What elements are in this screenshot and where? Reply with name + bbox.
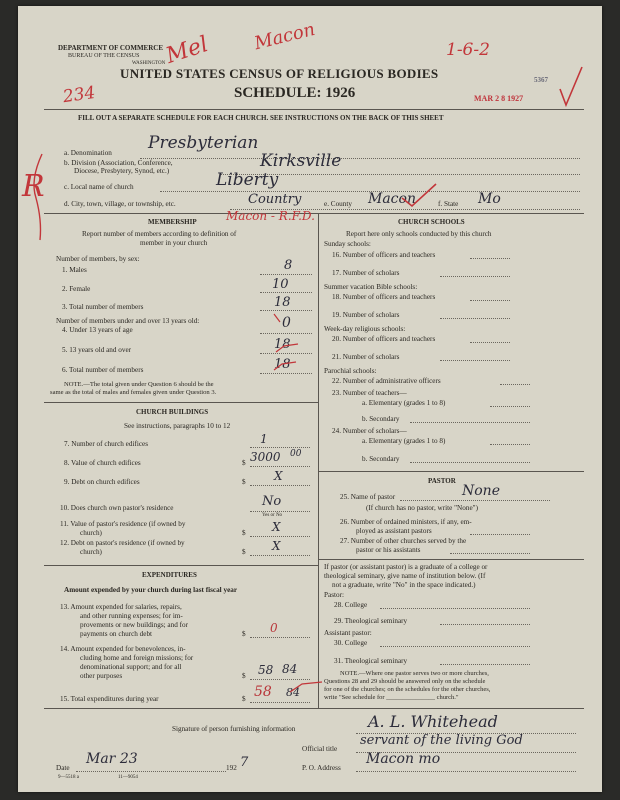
q6-value: 18 [274, 357, 291, 372]
city-value: Country [248, 192, 302, 207]
q9-dollar: $ [242, 478, 246, 486]
q24a-line [490, 444, 530, 445]
q17-label: 17. Number of scholars [332, 269, 400, 277]
q10-value: No [262, 494, 282, 509]
membership-note-2: same as the total of males and females given under Question 3. [50, 389, 217, 396]
q14-label-4: other purposes [80, 672, 123, 680]
date-value: Mar 23 [86, 751, 138, 767]
division-value: Kirksville [260, 151, 342, 171]
red-check-expenditure [286, 676, 326, 700]
q31-line [440, 664, 530, 665]
q8-dollar: $ [242, 459, 246, 467]
graduate-note: If pastor (or assistant pastor) is a graduate of a college or [324, 563, 488, 571]
q23a-label: a. Elementary (grades 1 to 8) [362, 399, 446, 407]
buildings-title: CHURCH BUILDINGS [136, 408, 209, 416]
date-line [76, 771, 226, 772]
q13-label-2: and other running expenses; for im- [80, 612, 183, 620]
q29-label: 29. Theological seminary [334, 617, 408, 625]
red-check-membership [268, 300, 308, 380]
q2-value: 10 [272, 277, 289, 292]
q24-label: 24. Number of scholars— [332, 427, 407, 435]
buildings-rule [44, 402, 318, 403]
q15-cents: 84 [286, 686, 300, 699]
po-value: Macon mo [366, 751, 441, 767]
q11-label: 11. Value of pastor's residence (if owned by [60, 520, 186, 528]
q27-line [450, 553, 530, 554]
pastor-note-3: for one of the churches; on the schedules for the other churches, [324, 686, 491, 693]
received-stamp: MAR 2 8 1927 [474, 94, 524, 103]
q11-line [250, 536, 310, 537]
membership-intro-2: member in your church [140, 239, 208, 247]
q12-label: 12. Debt on pastor's residence (if owned by [60, 539, 185, 547]
state-value: Mo [478, 191, 501, 207]
pastor-note-2: Questions 28 and 29 should be answered only on the schedule [324, 678, 486, 685]
q27-label: 27. Number of other churches served by the [340, 537, 467, 545]
denomination-label: a. Denomination [64, 149, 112, 157]
q25-line [400, 500, 550, 501]
q13-label-3: provements or new buildings; and for [80, 621, 188, 629]
assistant-label: Assistant pastor: [324, 629, 372, 637]
q7-line [250, 447, 310, 448]
q30-line [380, 646, 530, 647]
q10-hint: Yes or No [262, 513, 283, 518]
q9-line [250, 485, 310, 486]
graduate-note-3: not a graduate, write "No" in the space indicated.) [332, 581, 476, 589]
city-label: WASHINGTON [132, 61, 166, 66]
stamp-number: 5367 [534, 76, 548, 84]
q28-line [380, 608, 530, 609]
q9-value: X [274, 469, 283, 483]
graduate-note-2: theological seminary, give name of institution below. (If [324, 572, 486, 580]
q24b-line [410, 462, 530, 463]
q8-label: 8. Value of church edifices [64, 459, 141, 467]
denomination-line [140, 158, 580, 159]
q14-label: 14. Amount expended for benevolences, in- [60, 645, 186, 653]
signature-value: A. L. Whitehead [368, 712, 498, 731]
buildings-sub: See instructions, paragraphs 10 to 12 [124, 422, 231, 430]
denomination-value: Presbyterian [148, 133, 259, 153]
q2-label: 2. Female [62, 285, 91, 293]
q20-line [470, 342, 510, 343]
column-divider [318, 213, 319, 708]
q11-value: X [272, 520, 281, 534]
schools-intro: Report here only schools conducted by this church [346, 230, 492, 238]
po-label: P. O. Address [302, 764, 341, 772]
red-bracket-mark [22, 150, 52, 246]
q21-label: 21. Number of scholars [332, 353, 400, 361]
q26-label-2: ployed as assistant pastors [356, 527, 432, 535]
q16-label: 16. Number of officers and teachers [332, 251, 436, 259]
q22-label: 22. Number of administrative officers [332, 377, 441, 385]
q13-dollar: $ [242, 630, 246, 638]
q8-line [250, 466, 310, 467]
sunday-label: Sunday schools: [324, 240, 371, 248]
date-label: Date [56, 764, 70, 772]
q13-label-4: payments on church debt [80, 630, 153, 638]
official-title-value: servant of the living God [360, 733, 523, 748]
pastor-rule [318, 471, 584, 472]
q11-label-2: church) [80, 529, 102, 537]
q29-line [440, 624, 530, 625]
expenditures-rule [44, 565, 318, 566]
q28-label: 28. College [334, 601, 368, 609]
schedule-title: SCHEDULE: 1926 [234, 85, 356, 101]
q15-value: 58 [254, 684, 272, 700]
county-value: Macon [368, 191, 416, 207]
q5-value: 18 [274, 337, 291, 352]
division-label: b. Division (Association, Conference, [64, 159, 173, 167]
q1-value: 8 [284, 258, 293, 273]
form-title: UNITED STATES CENSUS OF RELIGIOUS BODIES [120, 66, 439, 81]
po-line [356, 771, 576, 772]
q3-value: 18 [274, 295, 291, 310]
q23b-line [410, 422, 530, 423]
q18-label: 18. Number of officers and teachers [332, 293, 436, 301]
signature-label: Signature of person furnishing information [172, 725, 296, 733]
division-label-2: Diocese, Presbytery, Synod, etc.) [74, 167, 170, 175]
q31-label: 31. Theological seminary [334, 657, 408, 665]
q20-label: 20. Number of officers and teachers [332, 335, 436, 343]
q4-value: 0 [282, 315, 291, 331]
membership-title: MEMBERSHIP [148, 218, 197, 226]
q24b-label: b. Secondary [362, 455, 400, 463]
schools-title: CHURCH SCHOOLS [398, 218, 465, 226]
q7-value: 1 [260, 432, 268, 446]
q16-line [470, 258, 510, 259]
q8-cents: 00 [290, 449, 302, 459]
city-label-field: d. City, town, village, or township, etc. [64, 200, 176, 208]
membership-note: NOTE.—The total given under Question 6 should be the [64, 381, 214, 388]
q21-line [440, 360, 510, 361]
q12-dollar: $ [242, 548, 246, 556]
q7-label: 7. Number of church edifices [64, 440, 149, 448]
instruction-line: FILL OUT A SEPARATE SCHEDULE FOR EACH CHURCH. SEE INSTRUCTIONS ON THE BACK OF THIS SHEET [78, 114, 444, 122]
graduate-rule [318, 559, 584, 560]
county-label: e. County [324, 200, 352, 208]
department-label: DEPARTMENT OF COMMERCE [58, 44, 164, 52]
q12-label-2: church) [80, 548, 102, 556]
expenditures-sub: Amount expended by your church during last fiscal year [64, 586, 238, 594]
age-header: Number of members under and over 13 years old: [56, 317, 200, 325]
pastor-note-4: write "See schedule for _______________ church." [324, 694, 459, 701]
footer-rule [44, 708, 584, 709]
q8-value: 3000 [250, 450, 281, 464]
annotation-macon: Macon [252, 18, 318, 55]
q14-label-2: cluding home and foreign missions; for [80, 654, 194, 662]
q17-line [440, 276, 510, 277]
red-check-mark [556, 65, 586, 129]
q25-label: 25. Name of pastor [340, 493, 396, 501]
q19-line [440, 318, 510, 319]
q4-label: 4. Under 13 years of age [62, 326, 133, 334]
q30-label: 30. College [334, 639, 368, 647]
print-number: 11—9054 [118, 775, 138, 780]
year-label: 192 [226, 764, 237, 772]
q11-dollar: $ [242, 529, 246, 537]
annotation-code: 1-6-2 [446, 40, 490, 60]
bureau-label: BUREAU OF THE CENSUS [68, 53, 140, 59]
q26-label: 26. Number of ordained ministers, if any, em- [340, 518, 472, 526]
q25-value: None [462, 483, 500, 499]
q14-dollar: $ [242, 672, 246, 680]
q2-line [260, 292, 312, 293]
q14-label-3: denominational support; and for all [80, 663, 182, 671]
q23b-label: b. Secondary [362, 415, 400, 423]
pastor-title: PASTOR [428, 477, 456, 485]
annotation-r: R [22, 169, 45, 204]
q23-label: 23. Number of teachers— [332, 389, 407, 397]
q6-label: 6. Total number of members [62, 366, 144, 374]
q5-label: 5. 13 years old and over [62, 346, 132, 354]
q12-value: X [272, 539, 281, 553]
by-sex-label: Number of members, by sex: [56, 255, 140, 263]
q9-label: 9. Debt on church edifices [64, 478, 140, 486]
q23a-line [490, 406, 530, 407]
q10-label: 10. Does church own pastor's residence [60, 504, 174, 512]
q25-hint: (If church has no pastor, write "None") [366, 504, 478, 512]
q10-line [250, 511, 310, 512]
membership-annotation: Macon - R.F.D. [226, 209, 315, 223]
red-county-check [400, 180, 440, 210]
pastor-note: NOTE.—Where one pastor serves two or more churches, [340, 670, 489, 677]
pastor-sub-label: Pastor: [324, 591, 344, 599]
q15-dollar: $ [242, 695, 246, 703]
official-title-label: Official title [302, 745, 338, 753]
q18-line [470, 300, 510, 301]
q15-label: 15. Total expenditures during year [60, 695, 159, 703]
form-number: 9—5518 a [58, 775, 79, 780]
annotation-234: 234 [61, 82, 97, 108]
q13-line [250, 637, 310, 638]
q24a-label: a. Elementary (grades 1 to 8) [362, 437, 446, 445]
q1-label: 1. Males [62, 266, 87, 274]
q15-line [250, 702, 310, 703]
local-name-value: Liberty [216, 170, 279, 190]
year-digit: 7 [240, 755, 249, 770]
q3-label: 3. Total number of members [62, 303, 144, 311]
membership-intro: Report number of members according to definition of [82, 230, 237, 238]
q13-value: 0 [270, 621, 278, 635]
summer-label: Summer vacation Bible schools: [324, 283, 418, 291]
q12-line [250, 555, 310, 556]
local-name-label: c. Local name of church [64, 183, 134, 191]
q14-value: 58 [258, 663, 274, 677]
weekday-label: Week-day religious schools: [324, 325, 406, 333]
state-label: f. State [438, 200, 459, 208]
annotation-word: Mel [163, 32, 212, 69]
q19-label: 19. Number of scholars [332, 311, 400, 319]
q13-label: 13. Amount expended for salaries, repairs, [60, 603, 182, 611]
q14-cents: 84 [282, 662, 298, 676]
q26-line [470, 534, 530, 535]
q27-label-2: pastor or his assistants [356, 546, 421, 554]
q22-line [500, 384, 530, 385]
expenditures-title: EXPENDITURES [142, 571, 197, 579]
header-rule [44, 109, 584, 110]
parochial-label: Parochial schools: [324, 367, 377, 375]
q1-line [260, 274, 312, 275]
